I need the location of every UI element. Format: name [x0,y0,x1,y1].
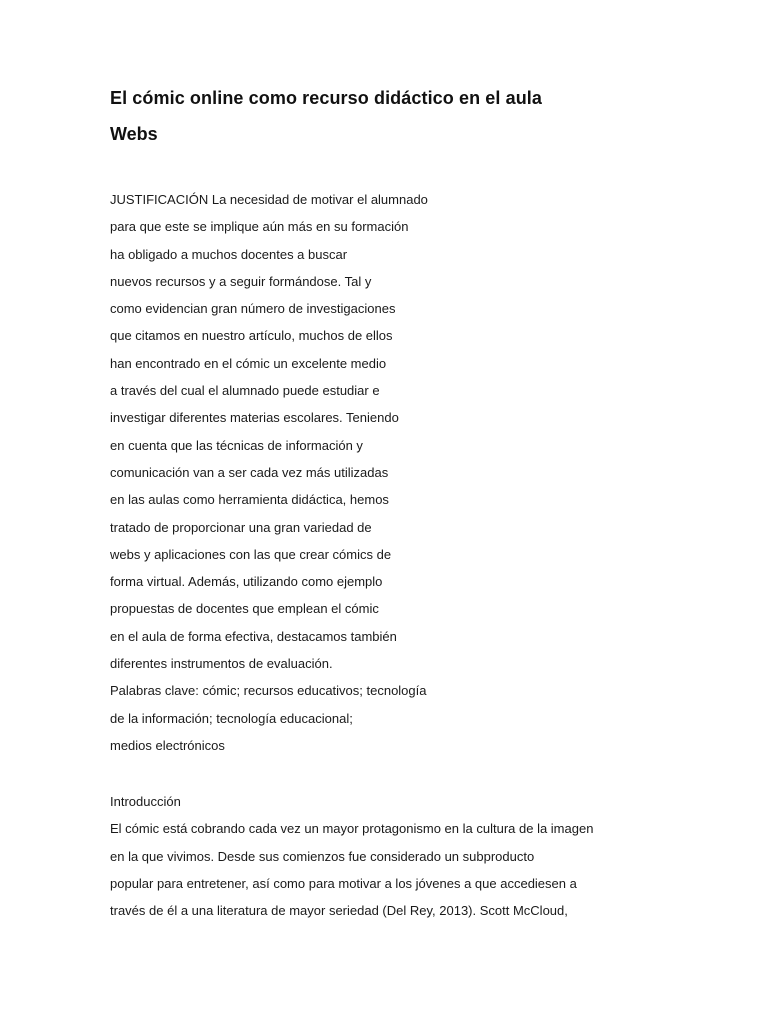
justification-text-line: como evidencian gran número de investigaciones [110,301,396,317]
introduction-section [110,788,593,924]
justification-text-line: comunicación van a ser cada vez más utilizadas [110,464,389,480]
justification-text-line: en el aula de forma efectiva, destacamos también [110,628,397,644]
justification-text-line: de la información; tecnología educacional; [110,710,353,726]
justification-text-line: a través del cual el alumnado puede estudiar e [110,383,380,399]
introduction-text-line: Introducción [110,794,181,809]
introduction-text-line: través de él a una literatura de mayor seriedad (Del Rey, 2013). Scott McCloud, [110,903,568,919]
introduction-text-line: en la que vivimos. Desde sus comienzos fue considerado un subproducto [110,848,535,864]
justification-text-line: forma virtual. Además, utilizando como ejemplo [110,574,383,590]
justification-text-line: propuestas de docentes que emplean el cómic [110,601,379,617]
justification-text-line: webs y aplicaciones con las que crear cómics de [110,546,392,562]
justification-text-line: en las aulas como herramienta didáctica, hemos [110,492,389,508]
document-subtitle: Webs [110,124,158,144]
introduction-text-line: El cómic está cobrando cada vez un mayor protagonismo en la cultura de la imagen [110,821,594,837]
introduction-text-line: popular para entretener, así como para motivar a los jóvenes a que accediesen a [110,875,577,891]
justification-text-line: medios electrónicos [110,737,225,753]
justification-text-line: han encontrado en el cómic un excelente medio [110,355,387,371]
justification-text-line: nuevos recursos y a seguir formándose. Tal y [110,273,372,289]
justification-section [110,186,428,759]
document-title: El cómic online como recurso didáctico en el aula [110,88,543,108]
justification-text-line: Palabras clave: cómic; recursos educativos; tecnología [110,683,427,699]
justification-text-line: en cuenta que las técnicas de información y [110,437,363,453]
justification-text-line: ha obligado a muchos docentes a buscar [110,246,348,262]
justification-text-line: investigar diferentes materias escolares. Teniendo [110,410,399,426]
justification-text-line: para que este se implique aún más en su formación [110,219,409,235]
justification-text-line: tratado de proporcionar una gran variedad de [110,519,372,535]
justification-text-line: diferentes instrumentos de evaluación. [110,656,333,672]
justification-text-line: JUSTIFICACIÓN La necesidad de motivar el alumnado [110,192,428,207]
justification-text-line: que citamos en nuestro artículo, muchos de ellos [110,328,393,344]
